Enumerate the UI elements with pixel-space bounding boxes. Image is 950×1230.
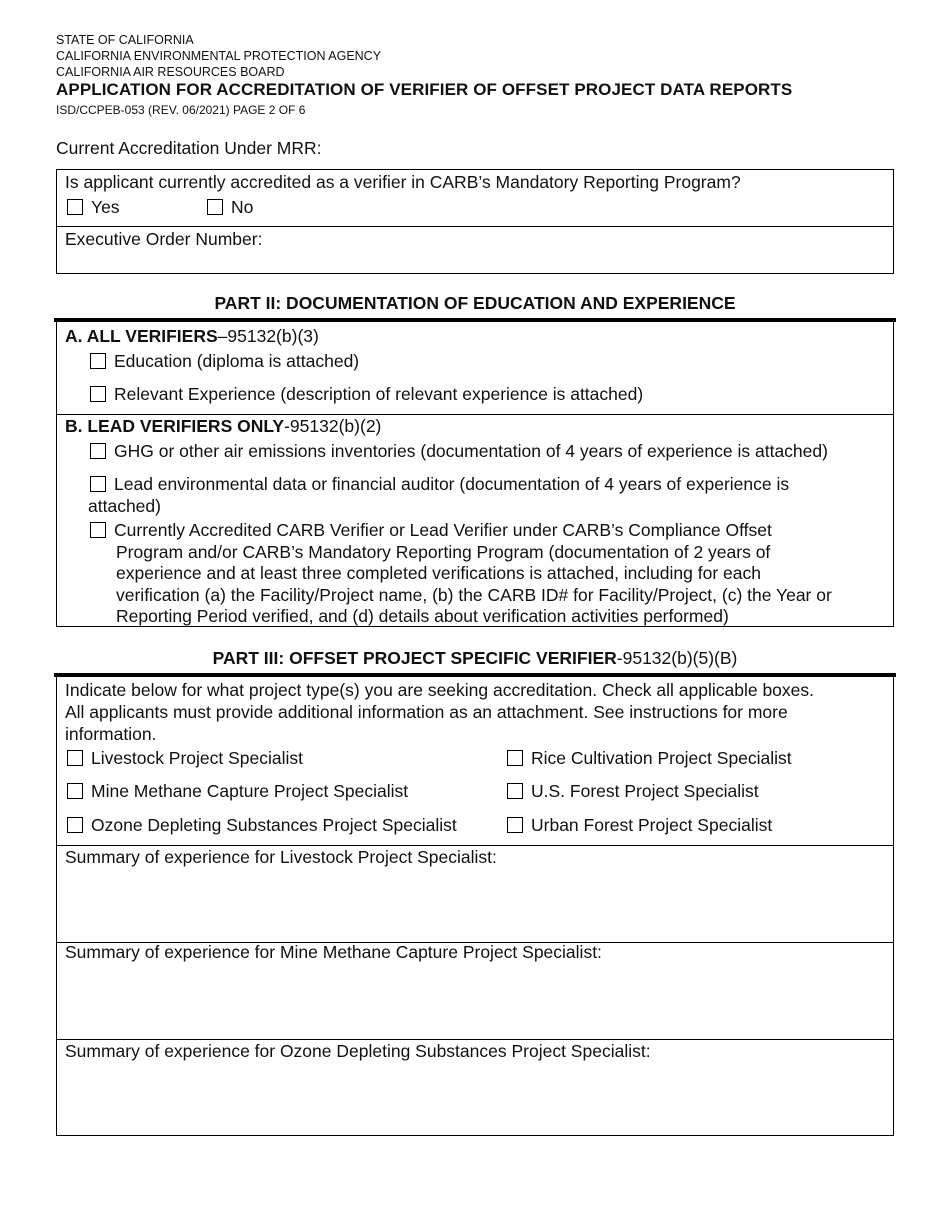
- header-agency: CALIFORNIA ENVIRONMENTAL PROTECTION AGENCY: [56, 49, 382, 63]
- no-checkbox[interactable]: [207, 199, 223, 215]
- education-label: Education (diploma is attached): [114, 351, 360, 371]
- mrr-question: Is applicant currently accredited as a verifier in CARB’s Mandatory Reporting Program?: [65, 172, 741, 192]
- form-title: APPLICATION FOR ACCREDITATION OF VERIFIER OF OFFSET PROJECT DATA REPORTS: [56, 80, 793, 99]
- livestock-label: Livestock Project Specialist: [91, 748, 304, 768]
- urban-forest-checkbox[interactable]: [507, 817, 523, 833]
- form-id: ISD/CCPEB-053 (REV. 06/2021) PAGE 2 OF 6: [56, 103, 306, 117]
- rice-cultivation-checkbox[interactable]: [507, 750, 523, 766]
- part2-title: PART II: DOCUMENTATION OF EDUCATION AND EXPERIENCE: [214, 293, 736, 313]
- lead-auditor-label-line1: Lead environmental data or financial auditor (documentation of 4 years of experience is: [114, 474, 790, 494]
- summary-ozone-label: Summary of experience for Ozone Depleting Substances Project Specialist:: [65, 1041, 651, 1061]
- relevant-experience-label: Relevant Experience (description of relevant experience is attached): [114, 384, 644, 404]
- instructions-line: All applicants must provide additional information as an attachment. See instructions for more: [65, 702, 788, 722]
- ozone-depleting-checkbox[interactable]: [67, 817, 83, 833]
- instructions-line: information.: [65, 724, 157, 744]
- relevant-experience-checkbox[interactable]: [90, 386, 106, 402]
- ozone-depleting-label: Ozone Depleting Substances Project Specialist: [91, 815, 457, 835]
- mine-methane-label: Mine Methane Capture Project Specialist: [91, 781, 409, 801]
- urban-forest-label: Urban Forest Project Specialist: [531, 815, 773, 835]
- accredited-carb-verifier-line: Reporting Period verified, and (d) details about verification activities performed): [116, 606, 729, 626]
- accredited-carb-verifier-line: Program and/or CARB’s Mandatory Reporting Program (documentation of 2 years of: [116, 542, 771, 562]
- part2-b-heading: B. LEAD VERIFIERS ONLY-95132(b)(2): [65, 416, 382, 436]
- lead-auditor-checkbox[interactable]: [90, 476, 106, 492]
- summary-livestock-field[interactable]: [57, 870, 893, 940]
- header-board: CALIFORNIA AIR RESOURCES BOARD: [56, 65, 285, 79]
- us-forest-label: U.S. Forest Project Specialist: [531, 781, 759, 801]
- divider: [56, 845, 894, 846]
- instructions-line: Indicate below for what project type(s) you are seeking accreditation. Check all applicable boxes.: [65, 680, 815, 700]
- accredited-carb-verifier-line: experience and at least three completed verifications is attached, including for each: [116, 563, 761, 583]
- accredited-carb-verifier-checkbox[interactable]: [90, 522, 106, 538]
- yes-checkbox[interactable]: [67, 199, 83, 215]
- ghg-inventories-checkbox[interactable]: [90, 443, 106, 459]
- yes-label: Yes: [91, 197, 120, 217]
- accredited-carb-verifier-line: verification (a) the Facility/Project name, (b) the CARB ID# for Facility/Project, (c) the Year or: [116, 585, 832, 605]
- divider: [56, 226, 894, 227]
- divider: [56, 1039, 894, 1040]
- us-forest-checkbox[interactable]: [507, 783, 523, 799]
- lead-auditor-label-line2: attached): [88, 496, 161, 516]
- header-state: STATE OF CALIFORNIA: [56, 33, 194, 47]
- divider: [56, 414, 894, 415]
- executive-order-label: Executive Order Number:: [65, 229, 263, 249]
- ghg-inventories-label: GHG or other air emissions inventories (documentation of 4 years of experience is attached): [114, 441, 828, 461]
- livestock-checkbox[interactable]: [67, 750, 83, 766]
- summary-mine-methane-label: Summary of experience for Mine Methane Capture Project Specialist:: [65, 942, 602, 962]
- summary-livestock-label: Summary of experience for Livestock Project Specialist:: [65, 847, 497, 867]
- part2-a-heading: A. ALL VERIFIERS–95132(b)(3): [65, 326, 319, 346]
- rice-cultivation-label: Rice Cultivation Project Specialist: [531, 748, 792, 768]
- mrr-section-label: Current Accreditation Under MRR:: [56, 138, 322, 158]
- no-label: No: [231, 197, 254, 217]
- summary-ozone-field[interactable]: [57, 1064, 893, 1132]
- mine-methane-checkbox[interactable]: [67, 783, 83, 799]
- accredited-carb-verifier-line: Currently Accredited CARB Verifier or Lead Verifier under CARB’s Compliance Offset: [114, 520, 772, 540]
- part3-title: PART III: OFFSET PROJECT SPECIFIC VERIFIER-95132(b)(5)(B): [212, 648, 738, 668]
- summary-mine-methane-field[interactable]: [57, 966, 893, 1036]
- education-checkbox[interactable]: [90, 353, 106, 369]
